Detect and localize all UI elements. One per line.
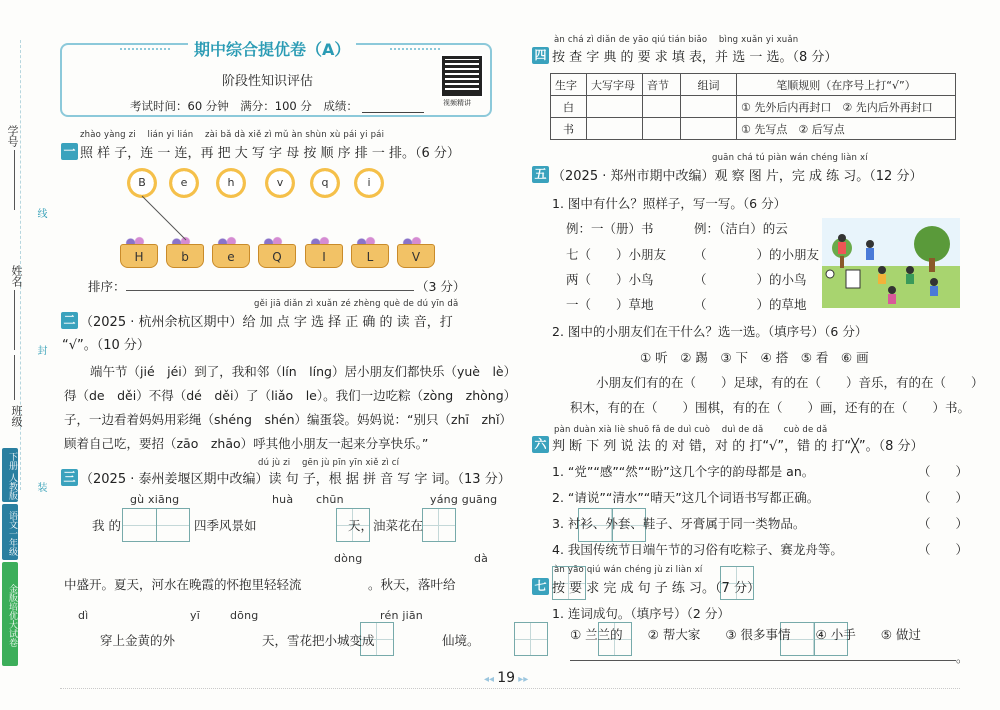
q3-text-8: 仙境。	[442, 633, 480, 648]
answer-box-yi[interactable]	[514, 622, 548, 656]
q7-words: ① 兰兰的 ② 帮大家 ③ 很多事情 ④ 小手 ⑤ 做过	[570, 627, 921, 642]
q3-text-3: 天，油菜花在	[348, 518, 424, 533]
q5-line-r2[interactable]: （ ）的小鸟	[694, 272, 807, 287]
q2-number: 二	[61, 312, 78, 329]
py-chun: chūn	[316, 493, 344, 506]
page-number-text: 19	[497, 670, 516, 686]
q7-pinyin: àn yāo qiú wán chéng jù zi liàn xí	[554, 565, 703, 575]
q7-answer-line[interactable]	[570, 660, 956, 661]
py-renjian: rén jiān	[380, 609, 423, 622]
basket-letter[interactable]: I	[305, 244, 343, 268]
q3-text-1: 我 的	[92, 518, 121, 533]
cut-line-mark-3: 装	[35, 482, 46, 492]
playground-illustration	[822, 218, 960, 308]
cell-capital-bai[interactable]	[587, 96, 643, 118]
q2-line-4: 顾着自己吃，要招（zāo zhāo）呼其他小朋友一起来分享快乐。”	[64, 436, 429, 451]
q5-sub2: 2. 图中的小朋友们在干什么？选一选。（填序号）（6 分）	[552, 324, 868, 339]
q5-instruction: （2025 · 郑州市期中改编）观 察 图 片，完 成 练 习。（12 分）	[552, 169, 923, 184]
next-page-icon: ▸▸	[515, 674, 529, 685]
q2-pinyin: gěi jiā diǎn zì xuǎn zé zhèng què de dú yīn dǎ	[254, 299, 459, 309]
q7-instruction: 按 要 求 完 成 句 子 练 习。（7 分）	[552, 581, 760, 596]
q1-pinyin: zhào yàng zi lián yi lián zài bǎ dà xiě zì mǔ àn shùn xù pái yi pái	[80, 130, 385, 140]
py-da: dà	[474, 552, 489, 565]
qr-caption: 视频精讲	[443, 99, 471, 107]
sun-letter[interactable]: q	[310, 168, 340, 198]
dictionary-table	[550, 73, 956, 140]
py-dong: dòng	[334, 552, 363, 565]
row-char-shu: 书	[551, 118, 587, 140]
q5-number: 五	[532, 166, 549, 183]
cut-line-mark-2: 封	[35, 345, 46, 355]
prev-page-icon: ◂◂	[484, 674, 498, 685]
sun-letter[interactable]: e	[169, 168, 199, 198]
answer-box-chun[interactable]	[422, 508, 456, 542]
q5-line-l1[interactable]: 七（ ）小朋友	[566, 247, 667, 262]
judge-statement: 1. “党”“感”“然”“盼”这几个字的韵母都是 an。	[552, 464, 815, 479]
q4-instruction: 按 查 字 典 的 要 求 填 表，并 选 一 选。（8 分）	[552, 50, 838, 65]
sun-letter[interactable]: h	[216, 168, 246, 198]
th-char: 生字	[551, 74, 587, 96]
sun-letter[interactable]: v	[265, 168, 295, 198]
sun-letter[interactable]: B	[127, 168, 157, 198]
q3-text-4: 中盛开。夏天，河水在晚霞的怀抱里轻轻流	[64, 577, 302, 592]
basket-letter[interactable]: Q	[258, 244, 296, 268]
q2-line-1: 端午节（jié jéi）到了，我和邻（lín líng）居小朋友们都快乐（yuè lè）	[90, 364, 517, 379]
py-yangguang: yáng guāng	[430, 493, 498, 506]
q6-pinyin: pàn duàn xià liè shuō fǎ de duì cuò duì de dǎ cuò de dǎ	[554, 425, 828, 435]
q3-text-7: 天，雪花把小城变成	[262, 633, 375, 648]
exam-title: 期中综合提优卷（A）	[188, 37, 356, 60]
judge-answer-paren[interactable]: （ ）	[918, 516, 969, 531]
q2-line-3: 子，一边看着妈妈用彩绳（shéng shén）编蛋袋。妈妈说：“别只（zhī zhǐ）	[64, 412, 512, 427]
answer-box-guxiang[interactable]	[122, 508, 190, 542]
q4-number: 四	[532, 47, 549, 64]
cell-word-bai[interactable]	[681, 96, 737, 118]
py-dong2: dōng	[230, 609, 259, 622]
th-syllable: 音节	[643, 74, 681, 96]
cell-syllable-bai[interactable]	[643, 96, 681, 118]
py-di: dì	[78, 609, 89, 622]
judge-answer-paren[interactable]: （ ）	[918, 490, 969, 505]
exam-subtitle: 阶段性知识评估	[222, 74, 314, 89]
q7-end-mark: 。	[956, 650, 969, 665]
basket-letter[interactable]: H	[120, 244, 158, 268]
q2-instruction-cont: “√”。（10 分）	[62, 338, 150, 353]
q5-sub1: 1. 图中有什么？照样子，写一写。（6 分）	[552, 196, 787, 211]
student-no-label: 学号	[6, 125, 19, 147]
row-options-bai[interactable]: ① 先外后内再封口 ② 先内后外再封口	[737, 96, 956, 118]
q7-number: 七	[532, 578, 549, 595]
py-hua: huà	[272, 493, 294, 506]
judge-answer-paren[interactable]: （ ）	[918, 542, 969, 557]
q1-instruction: 照 样 子，连 一 连，再 把 大 写 字 母 按 顺 序 排 一 排。（6 分）	[80, 146, 460, 161]
q3-number: 三	[61, 469, 78, 486]
order-label: 排序：	[88, 279, 126, 294]
q5-line-l2[interactable]: 两（ ）小鸟	[566, 272, 654, 287]
q1-order-score: （3 分）	[416, 279, 466, 294]
th-capital: 大写字母	[587, 74, 643, 96]
q2-line-2: 得（de děi）不得（dé děi）了（liǎo le）。我们一边吃粽（zòng zhòng）	[64, 388, 517, 403]
q3-instruction: （2025 · 泰州姜堰区期中改编）读 句 子，根 据 拼 音 写 字 词。（13 分）	[80, 472, 511, 487]
class-label: 班级	[10, 405, 23, 427]
basket-letter[interactable]: L	[351, 244, 389, 268]
subject-label: 语文一年级	[2, 504, 18, 560]
q5-sentence-1[interactable]: 小朋友们有的在（ ）足球，有的在（ ）音乐，有的在（ ）	[596, 375, 984, 390]
py-guxiang: gù xiāng	[130, 493, 180, 506]
th-word: 组词	[681, 74, 737, 96]
py-yi: yī	[190, 609, 200, 622]
q1-number: 一	[61, 143, 78, 160]
th-stroke-rule: 笔顺规则（在序号上打“√”）	[737, 74, 956, 96]
basket-letter[interactable]: b	[166, 244, 204, 268]
brand-label: 金版培优大试卷	[2, 562, 18, 666]
q6-instruction: 判 断 下 列 说 法 的 对 错，对 的 打“√”，错 的 打“╳”。（8 分）	[552, 439, 924, 454]
basket-letter[interactable]: e	[212, 244, 250, 268]
cell-syllable-shu[interactable]	[643, 118, 681, 140]
q4-pinyin: àn chá zì diǎn de yāo qiú tián biǎo bìng xuǎn yi xuǎn	[554, 35, 799, 45]
q3-pinyin: dú jù zi gēn jù pīn yīn xiě zì cí	[258, 458, 400, 468]
cut-line-mark-1: 线	[35, 208, 46, 218]
row-char-bai: 白	[551, 96, 587, 118]
q5-line-r3[interactable]: （ ）的草地	[694, 297, 807, 312]
row-options-shu[interactable]: ① 先写点 ② 后写点	[737, 118, 956, 140]
judge-statement: 3. 衬衫、外套、鞋子、牙膏属于同一类物品。	[552, 516, 806, 531]
judge-statement: 4. 我国传统节日端午节的习俗有吃粽子、赛龙舟等。	[552, 542, 843, 557]
q5-example-2: 例：（洁白）的云	[694, 221, 788, 236]
example-connector	[0, 0, 500, 300]
q3-text-2: 四季风景如	[194, 518, 257, 533]
exam-info: 考试时间：60 分钟 满分：100 分 成绩：	[130, 99, 358, 113]
cell-capital-shu[interactable]	[587, 118, 643, 140]
q2-instruction: （2025 · 杭州余杭区期中）给 加 点 字 选 择 正 确 的 读 音，打	[80, 315, 453, 330]
q6-number: 六	[532, 436, 549, 453]
name-label: 姓名	[10, 265, 23, 287]
q3-text-6: 穿上金黄的外	[100, 633, 176, 648]
judge-statement: 2. “请说”“清水”“晴天”这几个词语书写都正确。	[552, 490, 820, 505]
q5-pinyin: guān chá tú piàn wán chéng liàn xí	[712, 153, 868, 163]
page-number	[484, 670, 528, 686]
q3-text-5: 。秋天，落叶给	[368, 577, 456, 592]
q7-sub1: 1. 连词成句。（填序号）（2 分）	[552, 606, 730, 621]
sun-letter[interactable]: i	[354, 168, 384, 198]
q5-options: ① 听 ② 踢 ③ 下 ④ 搭 ⑤ 看 ⑥ 画	[640, 350, 869, 365]
q5-line-l3[interactable]: 一（ ）草地	[566, 297, 654, 312]
q5-example-1: 例：一（册）书	[566, 221, 654, 236]
judge-answer-paren[interactable]: （ ）	[918, 464, 969, 479]
q5-sentence-2[interactable]: 积木，有的在（ ）围棋，有的在（ ）画，还有的在（ ）书。	[570, 400, 971, 415]
cell-word-shu[interactable]	[681, 118, 737, 140]
basket-letter[interactable]: V	[397, 244, 435, 268]
q5-line-r1[interactable]: （ ）的小朋友	[694, 247, 820, 262]
edition-label: 下册 人教版	[2, 448, 18, 502]
